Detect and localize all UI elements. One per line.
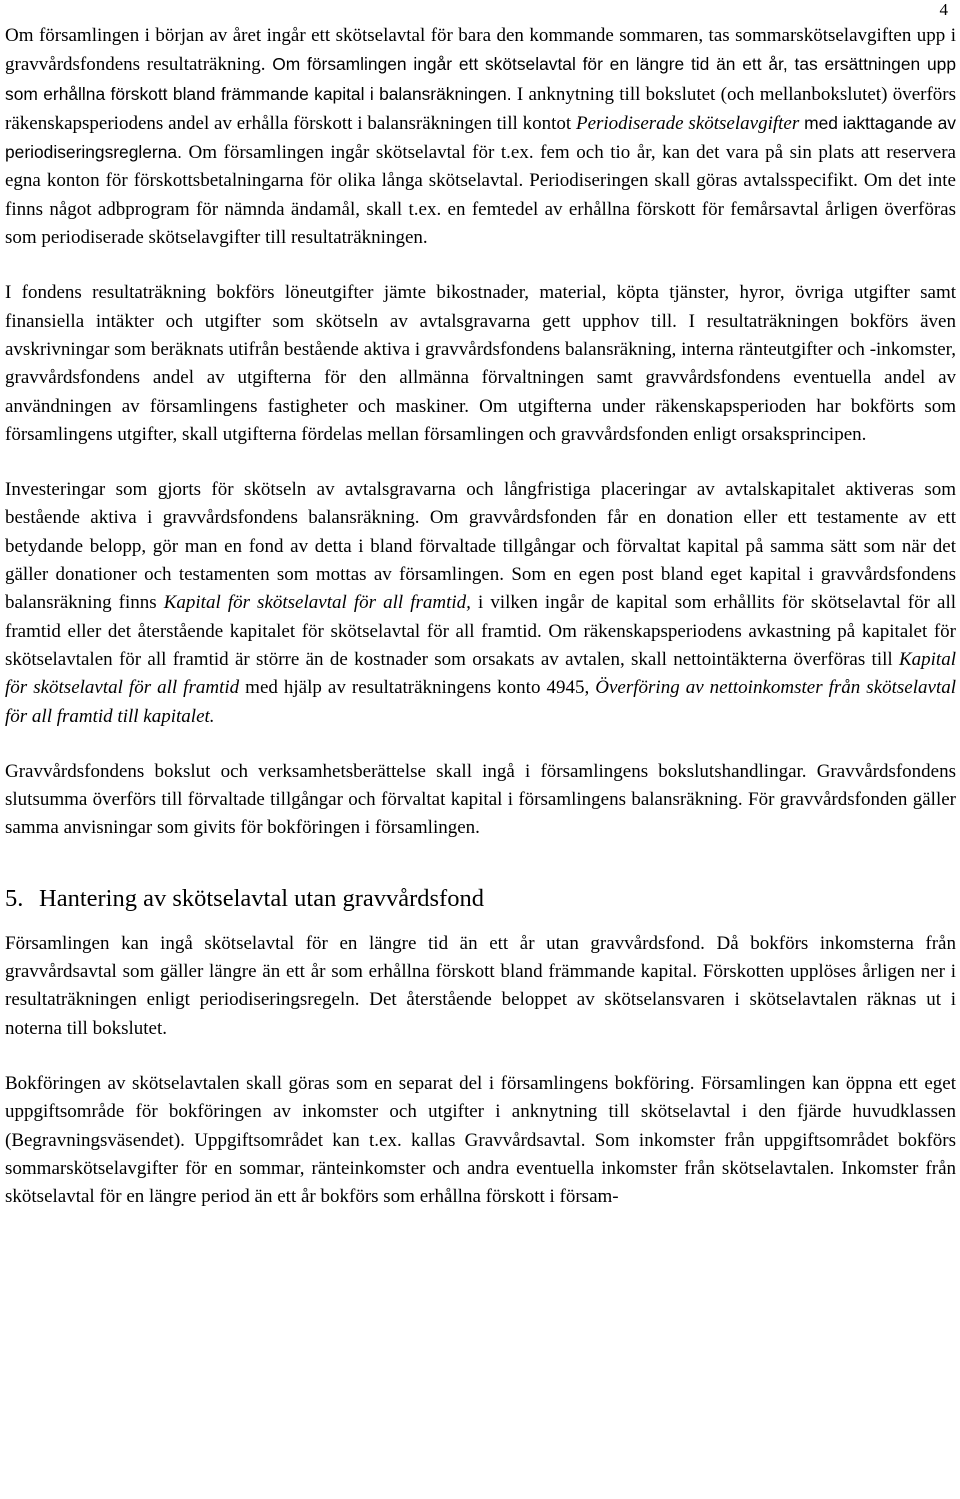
p1-account-name: Periodiserade skötselavgifter [575, 112, 800, 134]
p3-account-kapital: Kapital för skötselavtal för all framtid, [163, 592, 471, 614]
paragraph-investeringar [5, 476, 956, 731]
section-number: 5. [5, 884, 24, 912]
p3-account-overforing: Överföring av nettoinkomster från skötselavtal för all framtid till kapitalet. [5, 677, 957, 727]
page-number: 4 [939, 0, 948, 19]
p1-sentence-3-end: med iakttagande av periodiseringsreglerna. [5, 112, 956, 163]
p3-account-kapital-2: Kapital för skötselavtal för all framtid [5, 648, 956, 699]
p1-sentence-2: Om församlingen ingår ett skötselavtal för en längre tid än ett år, tas ersättningen upp som erhållna förskott bland främmande kapital i balansräkningen. [5, 54, 956, 104]
section-title: Hantering av skötselavtal utan gravvårdsfond [39, 884, 484, 912]
p3-part-e: med hjälp av resultaträkningens konto 4945, [245, 677, 590, 699]
p1-sentence-1: Om församlingen i början av året ingår ett skötselavtal för bara den kommande sommaren, tas sommarskötselavgiften upp i gravvårdsfondens resultaträkning. [5, 25, 956, 76]
paragraph-bokslut: Gravvårdsfondens bokslut och verksamhetsberättelse skall ingå i församlingens bokslutshandlingar. Gravvårdsfondens slutsumma överförs till förvaltade tillgångar och förvaltat kapital i församlingens balansräkning. För gravvårdsfonden gäller samma anvisningar som givits för bokföringen i församlingen. [5, 760, 956, 839]
paragraph-bokforing-separat: Bokföringen av skötselavtalen skall göras som en separat del i församlingens bokföring. Församlingen kan öppna ett eget uppgiftsområde för bokföringen av inkomster och utgifter i anknytning till skötselavtal i den fjärde huvudklassen (Begravningsväsendet). Uppgiftsområdet kan t.ex. kallas Gravvårdsavtal. Som inkomster från uppgiftsområdet bokförs sommarskötselavgifter för en sommar, ränteinkomster och andra eventuella inkomster från skötselavtalen. Inkomster från skötselavtal för en längre period än ett år bokförs som erhållna förskott i försam- [5, 1072, 956, 1208]
p3-part-c: i vilken ingår de kapital som erhållits för skötselavtal för all framtid eller det återstående kapitalet för skötselavtal för all framtid. Om räkenskapsperiodens avkastning på kapitalet för skötselavtalen för all framtid är större än de kostnader som orsakats av avtalen, skall nettointäkterna överföras till [5, 592, 957, 670]
paragraph-sommarskotsel [5, 22, 956, 252]
paragraph-utan-gravvardsfond: Församlingen kan ingå skötselavtal för en längre tid än ett år utan gravvårdsfond. Då bokförs inkomsterna från gravvårdsavtal som gäller längre än ett år som erhållna förskott bland främmande kapital. Förskotten upplöses årligen ner i resultaträkningen enligt periodiseringsregeln. Det återstående beloppet av skötselansvaren i skötselavtalen räknas ut i noterna till bokslutet. [5, 932, 956, 1039]
p1-sentence-4: Om församlingen ingår skötselavtal för t.ex. fem och tio år, kan det vara på sin plats att reservera egna konton för förskottsbetalningarna för olika långa skötselavtal. Periodiseringen skall göras avtalsspecifikt. Om det inte finns något adbprogram för nämnda ändamål, skall t.ex. en femtedel av erhållna förskott för femårsavtal årligen överföras som periodiserade skötselavgifter till resultaträkningen. [5, 142, 956, 249]
p1-sentence-3: I anknytning till bokslutet (och mellanbokslutet) överförs räkenskapsperiodens andel av erhålla förskott i balansräkningen till kontot [5, 83, 957, 134]
section-heading [5, 884, 956, 914]
p3-part-a: Investeringar som gjorts för skötseln av avtalsgravarna och långfristiga placeringar av avtalskapitalet aktiveras som bestående aktiva i gravvårdsfondens balansräkning. Om gravvårdsfonden får en donation eller ett testamente av ett betydande belopp, gör man en fond av detta i bland förvaltade tillgångar och förvaltat kapital på samma sätt som när det gäller donationer och testamenten som mottas av församlingen. Som en egen post bland eget kapital i gravvårdsfondens balansräkning finns [5, 479, 956, 614]
paragraph-resultatrakning: I fondens resultaträkning bokförs löneutgifter jämte bikostnader, material, köpta tjänster, hyror, övriga utgifter samt finansiella intäkter och utgifter som skötseln av avtalsgravarna gett upphov till. I resultaträkningen bokförs även avskrivningar som beräknats utifrån bestående aktiva i gravvårdsfondens balansräkning, interna ränteutgifter och -inkomster, gravvårdsfondens andel av utgifterna för den allmänna förvaltningen samt gravvårdsfondens eventuella andel av användningen av församlingens fastigheter och maskiner. Om utgifterna under räkenskapsperioden har bokförts som församlingens utgifter, skall utgifterna fördelas mellan församlingen och gravvårdsfonden enligt orsaksprincipen. [5, 282, 956, 445]
